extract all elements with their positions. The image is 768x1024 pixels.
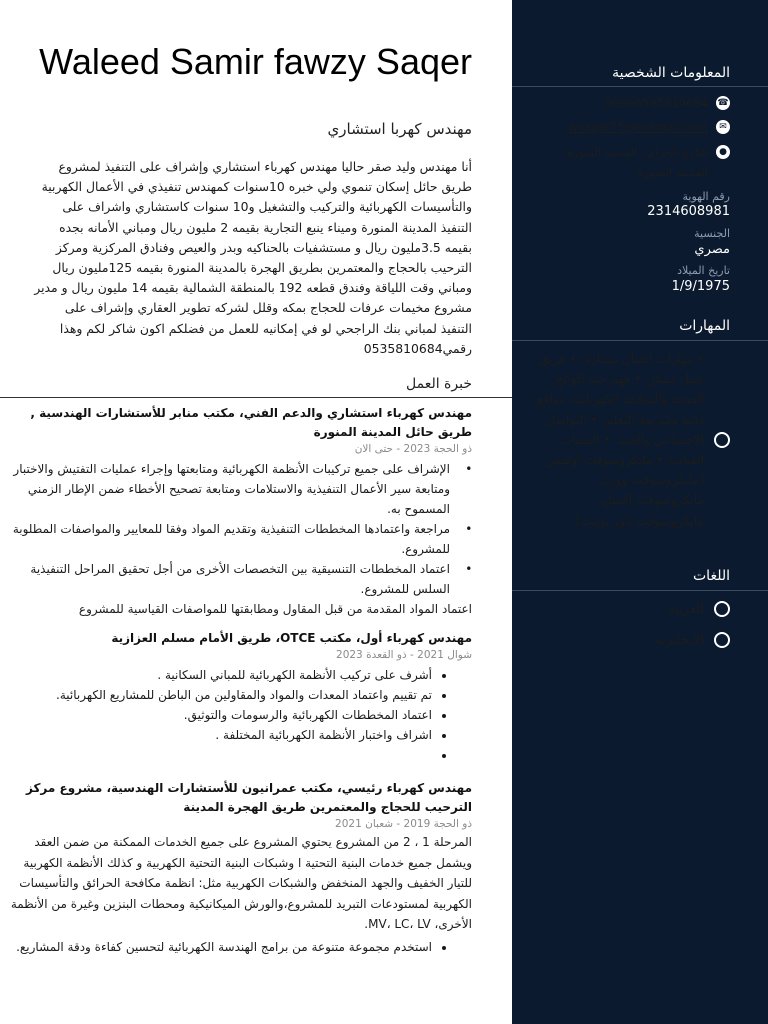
job-entry-description: المرحلة 1 ، 2 من المشروع يحتوي المشروع على جميع الخدمات الممكنة من ضمن العقد ويشمل جميع خدمات البنية التحتية ا وشبكات البنية التحتية الكهربية و كذلك الأنظمة الكهربية للتيار الخفيف والجهد المنخفض والشبكات الكهربية مثل: انظمة مكافحة الحرائق والتأسيسات الكهربية لمستودعات التبريد للمشروع،والورش الميكانيكية ومحطات البنزين وغيرة من الأنظمة الأخرى، MV، LC، LV. xyxy=(10,835,472,931)
job-entry-title: مهندس كهرباء رئيسي، مكتب عمرانيون للأستشارات الهندسية، مشروع مركز الترحيب للحجاج والمعتمرين طريق الهجرة المدينة xyxy=(25,781,472,814)
duty-item: • مراجعة واعتمادها المخططات التنفيذية وتقديم المواد وفقا للمعايير والمواصفات المطلوبة للمشروع. xyxy=(0,519,450,559)
job-entry-date: شوال 2021 - ذو القعدة 2023 xyxy=(336,649,472,661)
circle-bullet-icon xyxy=(714,432,730,448)
nationality-value: مصري xyxy=(694,242,730,257)
duty-extra: اعتماد المواد المقدمة من قبل المقاول ومطابقتها للمواصفات القياسية للمشروع xyxy=(78,602,472,616)
personal-info-heading: المعلومات الشخصية xyxy=(612,65,730,81)
duty-item xyxy=(0,745,432,765)
job-entry xyxy=(0,404,472,619)
contact-phone xyxy=(540,93,730,113)
skills-text: • مهارات اتصال ممتازة. • فريق عمل ممتاز. • فهم جيد للوائح الصحة والسلامة الكهربائية. دوافع ذاتية وسريعة التعلم. • التواصل الاجتماعي والجيد. • الصفات القيادية • مايكروسوفت أوفيس (مايكروسوفت وورد، مايكروسوفت إكسل، مايكروسوفت باور بوينت) xyxy=(536,352,704,528)
skills-divider xyxy=(512,340,768,341)
duty-item: • اعتماد المخططات الكهربائية والرسومات والتوثيق. xyxy=(0,705,432,725)
phone-icon: ☎ xyxy=(717,98,729,108)
job-entry-title: مهندس كهرباء استشاري والدعم الفني، مكتب منابر للأستشارات الهندسية , طريق حائل المدينة المنورة xyxy=(30,406,472,439)
job-entry-duties xyxy=(0,937,472,957)
language-name: الإنجليزية xyxy=(654,632,704,648)
job-entry-title: مهندس كهرباء أول، مكتب OTCE، طريق الأمام مسلم العزازية xyxy=(111,631,472,645)
id-label: رقم الهوية xyxy=(682,190,730,203)
contact-email[interactable] xyxy=(540,117,730,137)
job-entry-duties xyxy=(0,665,472,765)
duty-item: • استخدم مجموعة متنوعة من برامج الهندسة الكهربائية لتحسين كفاءة ودقة المشاريع. xyxy=(0,937,432,957)
email-icon: ✉ xyxy=(716,120,730,134)
job-entry-date: ذو الحجة 2019 - شعبان 2021 xyxy=(335,818,472,830)
nationality-label: الجنسية xyxy=(694,227,730,240)
job-entry-date: ذو الحجة 2023 - حتى الان xyxy=(354,443,472,455)
experience-heading: خبرة العمل xyxy=(406,376,472,392)
circle-bullet-icon xyxy=(714,632,730,648)
phone-value: 00966535810684 xyxy=(605,96,708,110)
id-value: 2314608981 xyxy=(647,204,730,219)
languages-heading: اللغات xyxy=(693,568,730,584)
language-name: العربية xyxy=(668,601,704,617)
skills-block xyxy=(530,349,730,531)
duty-item: • اعتماد المخططات التنسيقية بين التخصصات الأخرى من أجل تحقيق المراحل التنفيذية السلس للمشروع. xyxy=(0,559,450,599)
address-value: شارع الحزام , المدينة المنورة، المدينة المنورة xyxy=(563,145,708,179)
job-entry-duties xyxy=(0,459,472,599)
contact-address xyxy=(540,142,730,182)
experience-list xyxy=(0,404,472,966)
duty-item: • تم تقييم واعتماد المعدات والمواد والمقاولين من الباطن للمشاريع الكهربائية. xyxy=(0,685,432,705)
duty-item: • أشرف على تركيب الأنظمة الكهربائية للمباني السكانية . xyxy=(0,665,432,685)
duty-item: • الإشراف على جميع تركيبات الأنظمة الكهربائية ومتابعتها وإجراء عمليات التفتيش والاختبار ومتابعة سير الأعمال التنفيذية والاستلامات ومتابعة تصحيح الأخطاء ضمن الإطار الزمني المسموح به. xyxy=(0,459,450,519)
job-title: مهندس كهربا استشاري xyxy=(327,120,472,138)
experience-divider xyxy=(0,397,512,398)
circle-bullet-icon xyxy=(714,601,730,617)
dob-value: 1/9/1975 xyxy=(671,279,730,294)
language-item xyxy=(655,632,730,648)
languages-divider xyxy=(512,590,768,591)
profile-summary: أنا مهندس وليد صقر حاليا مهندس كهرباء استشاري وإشراف على التنفيذ لمشروع طريق حائل إسكان تنموي ولي خبره 10سنوات كمهندس تنفيذي في الأعمال الكهربية والتأسيسات الكهربائية والتركيب والتشغيل و10 سنوات كاستشاري واشراف على التنفيذ المدينة المنورة وميناء ينبع التجارية بقيمه 2 مليون ريال ومباني الأمانه بجده بقيمه 3.5مليون ريال و مستشفيات بالحناكيه وبدر والعيص وفنادق المركزية ومركز الترحيب بالحجاج والمعتمرين بطريق الهجرة بالمدينة المنورة بقيمه 125مليون ريال ومباني وقت اللياقة وفندق قطعه 192 بالمنطقة الشمالية بقيمه 14 مليون ريال و مدير مشروع مخيمات عرفات للحجاج بمكه وقلل لشركه تطوير العقاري وإشراف على التنفيذ لمباني بنك الراجحي لو في إمكانيه للعمل من فضلكم اكون شاكر لكم وهذا رقمي0535810684 xyxy=(34,159,472,356)
dob-label: تاريخ الميلاد xyxy=(677,264,730,277)
email-link[interactable]: wsaqer75@hotmail.com xyxy=(568,120,708,134)
skills-heading: المهارات xyxy=(679,318,730,334)
location-icon: ● xyxy=(716,145,730,159)
candidate-name: Waleed Samir fawzy Saqer xyxy=(39,41,472,82)
personal-info-divider xyxy=(512,86,768,87)
language-item xyxy=(668,601,730,617)
job-entry xyxy=(0,629,472,765)
duty-item: • اشراف واختبار الأنظمة الكهربائية المختلفة . xyxy=(0,725,432,745)
job-entry xyxy=(0,779,472,957)
